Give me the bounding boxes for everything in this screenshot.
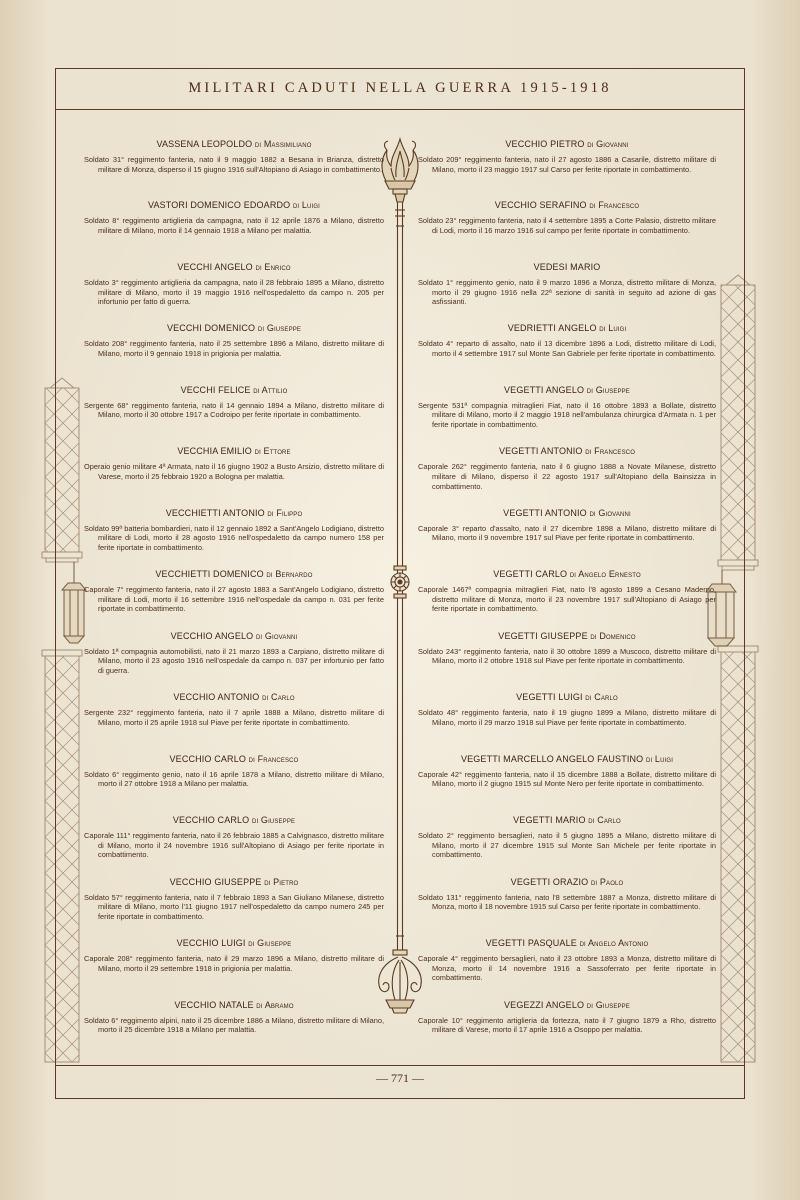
casualty-entry (84, 323, 384, 384)
entry-heading (84, 938, 384, 949)
entry-heading (418, 508, 716, 519)
service-record: Sergente 232° reggimento fanteria, nato il 7 aprile 1888 a Milano, distretto militare di Milano, morto il 25 aprile 1918 sul Piave per ferite riportate in combattimento. (84, 708, 384, 727)
casualty-entry (418, 508, 716, 569)
right-column (418, 139, 716, 1061)
soldier-name: VECCHI DOMENICO (166, 323, 256, 334)
casualty-entry (418, 446, 716, 507)
entry-heading (84, 262, 384, 273)
casualty-entry (418, 754, 716, 815)
casualty-entry (84, 139, 384, 200)
service-record: Sergente 68° reggimento fanteria, nato il 14 gennaio 1894 a Milano, distretto militare di Milano, morto il 30 ottobre 1917 a Codroipo per ferite riportate in combattimento. (84, 400, 384, 420)
soldier-name: VEGETTI ANTONIO (498, 446, 583, 457)
casualty-entry (418, 385, 716, 446)
father-name: di Domenico (590, 630, 636, 641)
father-name: di Carlo (585, 692, 618, 703)
entry-heading (418, 877, 716, 888)
father-name: di Francesco (585, 446, 636, 457)
casualty-entry (84, 200, 384, 261)
entry-heading (418, 1000, 716, 1011)
soldier-name: VECCHIO ANTONIO (173, 692, 260, 703)
father-name: di Enrico (255, 261, 291, 272)
soldier-name: VEGETTI GIUSEPPE (498, 630, 588, 641)
entry-heading (84, 323, 384, 334)
casualty-entry (84, 631, 384, 692)
soldier-name: VASSENA LEOPOLDO (156, 139, 253, 149)
entry-heading (418, 139, 716, 150)
soldier-name: VEGEZZI ANGELO (504, 999, 585, 1010)
casualty-entry (418, 200, 716, 261)
service-record: Soldato 8° reggimento artiglieria da campagna, nato il 12 aprile 1876 a Milano, distretto militare di Milano, morto il 14 gennaio 1918 a Milano per malattia. (84, 216, 384, 236)
casualty-entry (418, 569, 716, 630)
soldier-name: VECCHIETTI DOMENICO (155, 569, 264, 580)
entry-heading (418, 815, 716, 826)
father-name: di Attilio (253, 384, 288, 395)
service-record: Caporale 1467ª compagnia mitraglieri Fiat, nato l'8 agosto 1899 a Cesano Maderno, distretto militare di Monza, morto il 23 novembre 1917 sull'Altopiano di Asiago per ferite riportate in combattimento. (418, 585, 716, 614)
soldier-name: VEGETTI ANTONIO (503, 507, 587, 518)
casualty-entry (84, 262, 384, 323)
page-number: — 771 — (376, 1071, 424, 1085)
service-record: Soldato 209° reggimento fanteria, nato il 27 agosto 1886 a Casarile, distretto militare di Milano, morto il 23 maggio 1917 sul Carso per ferite riportate in combattimento. (418, 155, 716, 174)
soldier-name: VEGETTI PASQUALE (485, 938, 577, 949)
entry-heading (418, 446, 716, 457)
soldier-name: VECCHIO ANGELO (170, 630, 254, 641)
service-record: Soldato 6° reggimento genio, nato il 16 aprile 1878 a Milano, distretto militare di Milano, morto il 27 ottobre 1918 a Milano per malattia. (84, 769, 384, 789)
father-name: di Giuseppe (586, 999, 630, 1010)
soldier-name: VEGETTI ANGELO (504, 384, 585, 395)
father-name: di Paolo (590, 876, 624, 887)
service-record: Caporale 10° reggimento artiglieria da fortezza, nato il 7 giugno 1879 a Rho, distretto militare di Varese, morto il 17 aprile 1916 a Osoppo per malattia. (418, 1015, 716, 1035)
entry-heading (418, 754, 716, 765)
soldier-name: VEGETTI LUIGI (516, 692, 583, 703)
service-record: Caporale 111° reggimento fanteria, nato il 26 febbraio 1885 a Calvignasco, distretto militare di Milano, morto il 24 novembre 1916 sull'Altopiano di Asiago per ferite riportate in combattimento. (84, 831, 384, 860)
casualty-entry (418, 323, 716, 384)
soldier-name: VECCHIO LUIGI (176, 938, 246, 949)
service-record: Soldato 243° reggimento fanteria, nato il 30 ottobre 1899 a Muscoco, distretto militare di Milano, morto il 2 ottobre 1918 sul Piave per ferite riportate in combattimento. (418, 646, 716, 666)
service-record: Caporale 4° reggimento bersaglieri, nato il 23 ottobre 1893 a Monza, distretto militare di Monza, morto il 14 novembre 1916 a Sassoferrato per ferite riportate in combattimento. (418, 954, 716, 983)
left-column (84, 139, 384, 1061)
entry-heading (84, 139, 384, 150)
casualty-entry (84, 754, 384, 815)
service-record: Soldato 48° reggimento fanteria, nato il 19 giugno 1899 a Milano, distretto militare di Milano, morto il 29 marzo 1918 sul Piave per ferite riportate in combattimento. (418, 708, 716, 727)
entry-heading (418, 385, 716, 396)
casualty-entry (84, 692, 384, 753)
entry-heading (418, 262, 716, 273)
service-record: Soldato 6° reggimento alpini, nato il 25 dicembre 1886 a Milano, distretto militare di Milano, morto il 25 dicembre 1918 a Milano per malattia. (84, 1015, 384, 1035)
service-record: Soldato 31° reggimento fanteria, nato il 9 maggio 1882 a Besana in Brianza, distretto militare di Monza, disperso il 15 giugno 1916 sull'Altopiano di Asiago in combattimento. (84, 155, 384, 174)
father-name: di Carlo (262, 692, 295, 703)
father-name: di Giuseppe (586, 384, 630, 395)
service-record: Soldato 1ª compagnia automobilisti, nato il 21 marzo 1893 a Carpiano, distretto militare di Milano, morto il 23 agosto 1916 nell'ospedale da campo n. 037 per infortunio per fatto di guerra. (84, 646, 384, 675)
father-name: di Angelo Ernesto (569, 569, 641, 580)
soldier-name: VECCHIETTI ANTONIO (165, 507, 265, 518)
soldier-name: VEGETTI MARCELLO ANGELO FAUSTINO (460, 753, 644, 764)
casualty-entry (84, 446, 384, 507)
entry-heading (418, 323, 716, 334)
father-name: di Pietro (264, 876, 299, 887)
service-record: Soldato 208° reggimento fanteria, nato il 25 settembre 1896 a Milano, distretto militare di Milano, morto il 9 gennaio 1918 in prigionia per malattia. (84, 339, 384, 358)
service-record: Soldato 4° reparto di assalto, nato il 13 dicembre 1896 a Lodi, distretto militare di Lodi, morto il 4 settembre 1917 sul Monte San Gabriele per ferite riportate in combattimento. (418, 339, 716, 358)
service-record: Caporale 42° reggimento fanteria, nato il 15 dicembre 1888 a Bollate, distretto militare di Milano, morto il 2 giugno 1915 sul Monte Nero per ferite riportate in combattimento. (418, 769, 716, 789)
father-name: di Giovanni (255, 630, 298, 641)
father-name: di Giuseppe (251, 815, 296, 826)
father-name: di Francesco (248, 753, 299, 764)
casualty-entry (84, 569, 384, 630)
footer-rule (55, 1065, 745, 1066)
soldier-name: VECCHIO NATALE (174, 999, 254, 1010)
father-name: di Francesco (589, 200, 640, 211)
service-record: Operaio genio militare 4ª Armata, nato il 16 giugno 1902 a Busto Arsizio, distretto militare di Varese, morto il 25 febbraio 1920 a Bologna per malattia. (84, 462, 384, 481)
service-record: Caporale 7° reggimento fanteria, nato il 27 agosto 1883 a Sant'Angelo Lodigiano, distretto militare di Lodi, morto il 16 settembre 1916 nell'ospedale da campo n. 031 per ferite riportate in combattimento. (84, 585, 384, 614)
entry-heading (84, 692, 384, 703)
soldier-name: VECCHIO GIUSEPPE (169, 876, 262, 887)
soldier-name: VECCHIO CARLO (172, 815, 250, 826)
soldier-name: VECCHIO PIETRO (505, 139, 585, 149)
father-name: di Bernardo (266, 569, 313, 580)
service-record: Soldato 99ª batteria bombardieri, nato il 12 gennaio 1892 a Sant'Angelo Lodigiano, distretto militare di Lodi, morto il 28 agosto 1916 nell'ospedaletto da campo numero 158 per ferite riportate in combattimento. (84, 523, 384, 552)
soldier-name: VEGETTI CARLO (493, 569, 568, 580)
entry-heading (418, 938, 716, 949)
casualty-entry (418, 692, 716, 753)
father-name: di Abramo (256, 999, 294, 1010)
casualty-entry (418, 139, 716, 200)
service-record: Soldato 57° reggimento fanteria, nato il 7 febbraio 1893 a San Giuliano Milanese, distretto militare di Milano, morto l'11 giugno 1917 nell'ospedaletto da campo numero 245 per ferite riportate in combattimento. (84, 892, 384, 921)
entry-heading (84, 631, 384, 642)
service-record: Sergente 531ª compagnia mitraglieri Fiat, nato il 16 ottobre 1893 a Bollate, distretto militare di Milano, morto il 2 maggio 1918 nell'ambulanza chirurgica d'Armata n. 1 per ferite riportate in combattimento. (418, 400, 716, 430)
father-name: di Angelo Antonio (579, 938, 649, 949)
casualty-entry (84, 877, 384, 938)
entry-heading (84, 754, 384, 765)
service-record: Soldato 1° reggimento genio, nato il 9 marzo 1896 a Monza, distretto militare di Monza, morto il 29 giugno 1916 nella 22ª sezione di sanità in seguito ad azione di gas asfissianti. (418, 277, 716, 307)
service-record: Soldato 23° reggimento fanteria, nato il 4 settembre 1895 a Corte Palasio, distretto militare di Lodi, morto il 16 marzo 1916 sul campo per ferite riportate in combattimento. (418, 216, 716, 236)
service-record: Caporale 262° reggimento fanteria, nato il 6 giugno 1888 a Novate Milanese, distretto militare di Milano, disperso il 22 agosto 1917 sull'Altopiano della Bainsizza in combattimento. (418, 462, 716, 491)
entry-heading (84, 446, 384, 457)
entry-heading (418, 692, 716, 703)
entry-heading (84, 200, 384, 211)
father-name: di Ettore (254, 446, 291, 457)
entry-heading (418, 631, 716, 642)
father-name: di Giuseppe (248, 938, 292, 949)
soldier-name: VEGETTI ORAZIO (510, 876, 589, 887)
soldier-name: VECCHIO CARLO (169, 753, 246, 764)
entry-heading (84, 815, 384, 826)
father-name: di Luigi (599, 323, 627, 334)
service-record: Caporale 3° reparto d'assalto, nato il 27 dicembre 1898 a Milano, distretto militare di Milano, morto il 9 novembre 1917 sul Piave per ferite riportate in combattimento. (418, 523, 716, 543)
casualty-entry (84, 508, 384, 569)
father-name: di Filippo (267, 507, 303, 518)
soldier-name: VECCHIA EMILIO (177, 446, 252, 457)
casualty-entry (418, 262, 716, 323)
service-record: Soldato 131° reggimento fanteria, nato l'8 settembre 1887 a Monza, distretto militare di Monza, morto il 18 novembre 1915 sul Carso per ferite riportate in combattimento. (418, 892, 716, 912)
soldier-name: VASTORI DOMENICO EDOARDO (148, 200, 291, 211)
father-name: di Giovanni (589, 507, 631, 518)
casualty-entry (418, 877, 716, 938)
entry-heading (418, 200, 716, 211)
soldier-name: VEDRIETTI ANGELO (507, 323, 597, 334)
entry-heading (84, 877, 384, 888)
soldier-name: VEDESI MARIO (533, 261, 601, 272)
page-title: MILITARI CADUTI NELLA GUERRA 1915-1918 (188, 80, 612, 96)
father-name: di Luigi (292, 200, 320, 211)
father-name: di Giuseppe (257, 323, 302, 334)
service-record: Soldato 3° reggimento artiglieria da campagna, nato il 28 febbraio 1895 a Milano, distretto militare di Milano, morto il 19 maggio 1916 nell'ospedaletto da campo n. 205 per infortunio per fatto di guerra. (84, 277, 384, 307)
service-record: Caporale 208° reggimento fanteria, nato il 29 marzo 1896 a Milano, distretto militare di Milano, morto il 29 settembre 1918 in prigionia per malattia. (84, 954, 384, 973)
casualty-entry (418, 815, 716, 876)
casualty-entry (84, 815, 384, 876)
casualty-entry (418, 1000, 716, 1061)
entry-heading (84, 569, 384, 580)
soldier-name: VECCHIO SERAFINO (494, 200, 587, 211)
father-name: di Massimiliano (254, 139, 312, 149)
soldier-name: VEGETTI MARIO (513, 815, 586, 826)
entry-heading (418, 569, 716, 580)
header-rule (55, 109, 745, 110)
entry-heading (84, 1000, 384, 1011)
father-name: di Giovanni (587, 139, 629, 149)
father-name: di Carlo (588, 815, 621, 826)
casualty-entry (418, 631, 716, 692)
father-name: di Luigi (645, 753, 674, 764)
soldier-name: VECCHI ANGELO (177, 261, 253, 272)
casualty-entry (84, 1000, 384, 1061)
casualty-entry (418, 938, 716, 999)
casualty-entry (84, 385, 384, 446)
entry-heading (84, 385, 384, 396)
soldier-name: VECCHI FELICE (180, 384, 251, 395)
service-record: Soldato 2° reggimento bersaglieri, nato il 5 giugno 1895 a Milano, distretto militare di Milano, morto il 27 dicembre 1915 sul Monte San Michele per ferite riportate in combattimento. (418, 831, 716, 860)
casualty-entry (84, 938, 384, 999)
entry-heading (84, 508, 384, 519)
